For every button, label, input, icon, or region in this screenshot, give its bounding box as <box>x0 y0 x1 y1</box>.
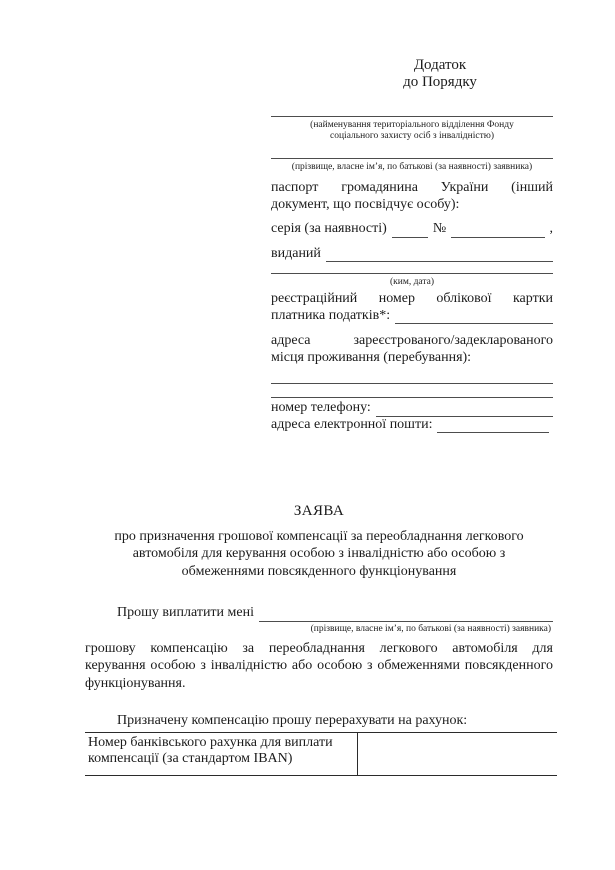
series-comma: , <box>549 221 553 236</box>
email-row <box>271 417 553 434</box>
tax-label-line-1: реєстраційний номер облікової картки <box>271 291 553 306</box>
passport-label-line-2: документ, що посвідчує особу): <box>271 196 460 212</box>
form-header-column <box>271 0 553 433</box>
request-body-line-2: керування особою з інвалідністю або особою з обмеженнями повсякденного <box>85 658 553 673</box>
email-label: адреса електронної пошти: <box>271 416 433 432</box>
number-sign: № <box>432 221 447 236</box>
statement-subtitle-line-3: обмеженнями повсякденного функціонування <box>181 563 457 579</box>
fund-caption-line-1: (найменування територіального відділення Фонду <box>310 120 514 130</box>
tax-number-block <box>271 291 553 324</box>
series-blank[interactable] <box>392 223 428 238</box>
statement-title: ЗАЯВА <box>293 503 345 519</box>
request-body <box>85 640 553 693</box>
iban-label-line-2: компенсації (за стандартом IBAN) <box>88 751 293 766</box>
statement-section <box>85 503 553 776</box>
transfer-lead: Призначену компенсацію прошу перерахувати на рахунок: <box>117 713 468 728</box>
request-row <box>85 604 553 622</box>
issued-label: виданий <box>271 245 321 261</box>
address-blank-2[interactable] <box>271 397 553 398</box>
passport-number-blank[interactable] <box>451 223 544 238</box>
appendix-label <box>375 57 505 91</box>
tax-number-blank[interactable] <box>395 309 553 324</box>
address-label <box>271 333 553 366</box>
passport-label-line-1: паспорт громадянина України (інший <box>271 180 553 195</box>
appendix-line-2: до Порядку <box>403 74 477 90</box>
request-name-blank[interactable] <box>259 607 553 622</box>
request-body-line-1: грошову компенсацію за переобладнання легкового автомобіля для <box>85 640 553 656</box>
iban-table <box>85 732 557 776</box>
phone-row <box>271 400 553 417</box>
request-caption: (прізвище, власне ім’я, по батькові (за наявності) заявника) <box>310 623 551 634</box>
tax-row <box>271 308 553 325</box>
fund-caption <box>271 117 553 142</box>
statement-subtitle-line-1: про призначення грошової компенсації за переобладнання легкового <box>114 528 524 544</box>
phone-label: номер телефону: <box>271 400 371 415</box>
address-blank-1[interactable] <box>271 383 553 384</box>
applicant-caption: (прізвище, власне ім’я, по батькові (за наявності) заявника) <box>291 162 533 172</box>
address-label-line-1: адреса зареєстрованого/задекларованого <box>271 333 553 348</box>
fund-caption-line-2: соціального захисту осіб з інвалідністю) <box>330 131 494 141</box>
iban-label-cell <box>85 733 358 775</box>
statement-subtitle <box>85 528 553 581</box>
issued-row <box>271 246 553 263</box>
statement-subtitle-line-2: автомобіля для керування особою з інвалідністю або особою з <box>132 546 506 561</box>
tax-label-line-2: платника податків*: <box>271 307 391 323</box>
request-body-line-3: функціонування. <box>85 675 186 691</box>
series-label: серія (за наявності) <box>271 221 387 236</box>
issued-caption: (ким, дата) <box>389 277 435 287</box>
address-label-line-2: місця проживання (перебування): <box>271 349 472 365</box>
appendix-line-1: Додаток <box>413 57 467 73</box>
iban-label-line-1: Номер банківського рахунка для виплати <box>88 734 333 750</box>
email-blank[interactable] <box>437 418 549 433</box>
phone-blank[interactable] <box>376 402 553 417</box>
issued-blank[interactable] <box>326 247 553 262</box>
iban-value-cell[interactable] <box>358 733 557 775</box>
request-lead-label: Прошу виплатити мені <box>117 605 254 620</box>
passport-label <box>271 180 553 213</box>
series-row <box>271 221 553 238</box>
